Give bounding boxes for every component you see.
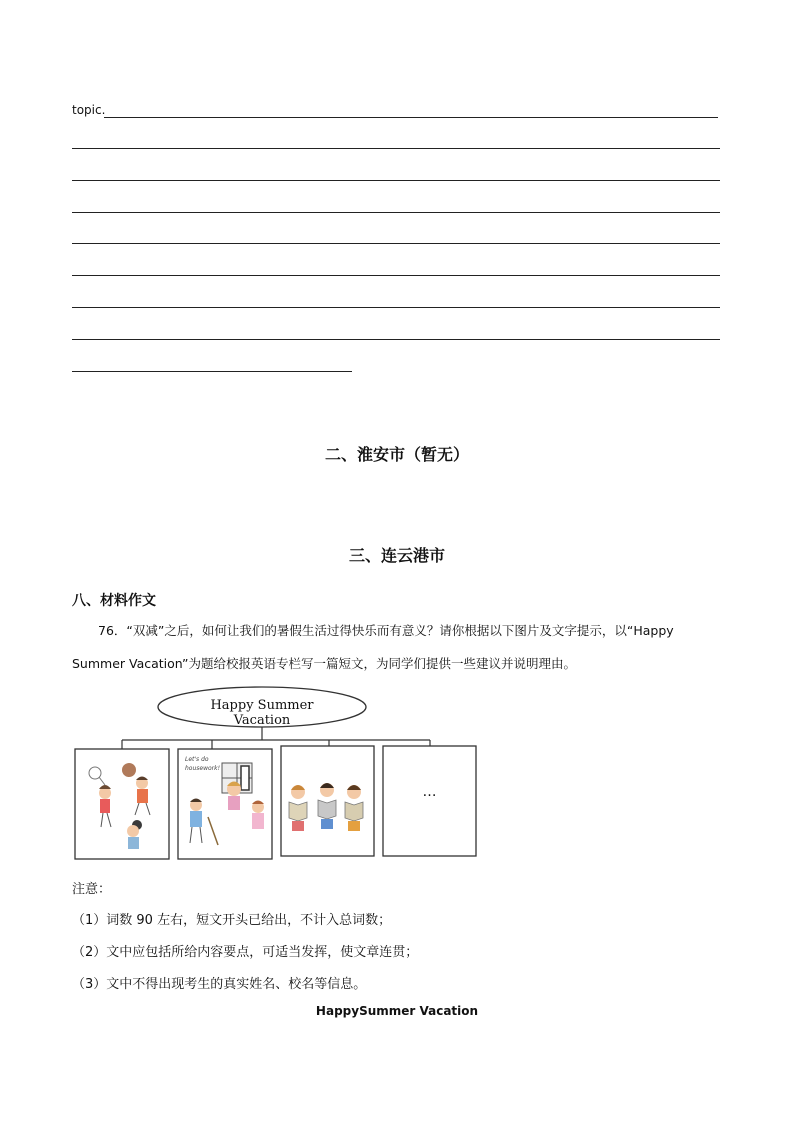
note-item-2: （2）文中应包括所给内容要点，可适当发挥，使文章连贯； — [72, 945, 419, 960]
answer-line[interactable] — [72, 371, 352, 372]
answer-line[interactable] — [72, 275, 720, 276]
note-item-3: （3）文中不得出现考生的真实姓名、校名等信息。 — [72, 977, 367, 992]
panel-housework — [178, 749, 272, 859]
answer-line[interactable] — [72, 212, 720, 213]
speech-bubble-line1: Let's do — [185, 756, 209, 763]
note-item-1: （1）词数 90 左右，短文开头已给出，不计入总词数； — [72, 913, 392, 928]
essay-title: HappySummer Vacation — [315, 1004, 479, 1018]
section-title-huaian: 二、淮安市（暂无） — [324, 445, 469, 464]
answer-line[interactable] — [72, 243, 720, 244]
speech-bubble-line2: housework! — [185, 765, 221, 772]
panel-more — [383, 746, 476, 856]
section-title-lianyungang: 三、连云港市 — [348, 546, 445, 565]
panel-reading — [281, 746, 374, 856]
panel-ellipsis: … — [422, 784, 437, 800]
notes-label: 注意： — [72, 882, 112, 897]
topic-prefix: topic. — [72, 103, 106, 117]
prompt-line-2: Summer Vacation”为题给校报英语专栏写一篇短文，为同学们提供一些建议并说明理由。 — [72, 656, 577, 671]
answer-line[interactable] — [72, 180, 720, 181]
panel-sports — [75, 749, 169, 859]
center-label: Happy Summer Vacation — [210, 698, 314, 728]
answer-line[interactable] — [104, 117, 718, 118]
answer-line[interactable] — [72, 307, 720, 308]
subsection-heading: 八、材料作文 — [72, 593, 156, 609]
prompt-line-1: 76．“双减”之后，如何让我们的暑假生活过得快乐而有意义？请你根据以下图片及文字提示，以“Happy — [98, 623, 674, 638]
mind-map-diagram — [72, 684, 482, 864]
answer-line[interactable] — [72, 148, 720, 149]
answer-line[interactable] — [72, 339, 720, 340]
